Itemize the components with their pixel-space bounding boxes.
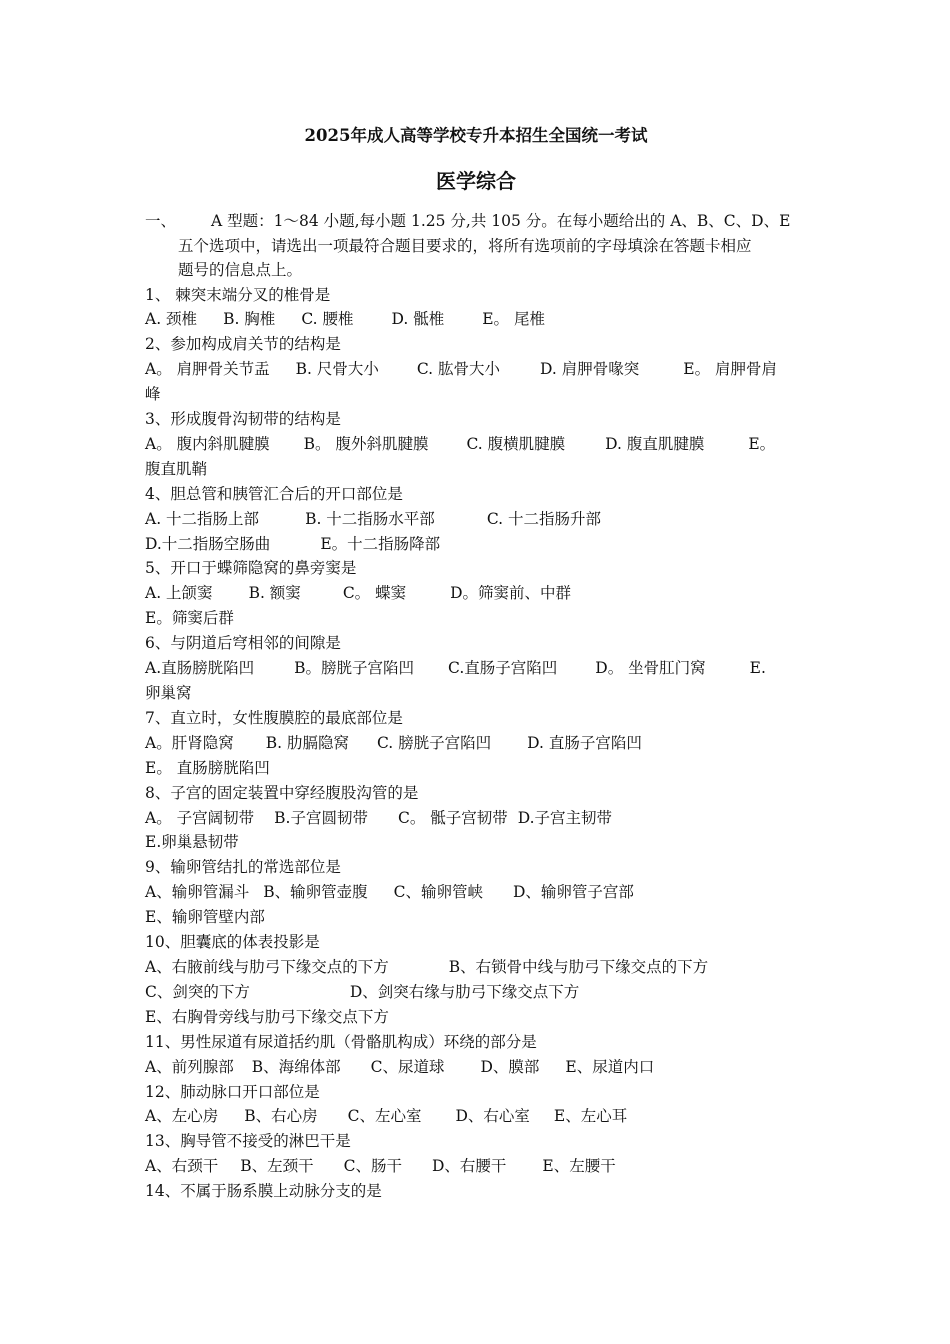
- answer-option: D. 肩胛骨喙突: [540, 360, 640, 379]
- question-stem: 8、子宫的固定装置中穿经腹股沟管的是: [145, 783, 419, 802]
- answer-option: A、右腋前线与肋弓下缘交点的下方: [145, 957, 389, 976]
- answer-option: B、右锁骨中线与肋弓下缘交点的下方: [448, 957, 709, 976]
- answer-option: B. 额窦: [248, 584, 301, 603]
- option-row: [145, 457, 807, 482]
- answer-option: E。 尾椎: [482, 310, 545, 329]
- answer-option: C、剑突的下方: [145, 982, 250, 1001]
- answer-option: 腹直肌鞘: [145, 459, 208, 478]
- answer-option: D. 直肠子宫陷凹: [527, 733, 642, 752]
- option-row: [145, 830, 807, 855]
- section-number: 一、: [145, 212, 177, 230]
- option-row: [145, 681, 807, 706]
- answer-option: E.: [749, 659, 766, 678]
- answer-option: E。 肩胛骨肩: [683, 360, 778, 379]
- answer-option: A。 子宫阔韧带: [145, 808, 255, 827]
- option-row: [145, 756, 807, 781]
- answer-option: B、左颈干: [240, 1157, 314, 1176]
- question-stem: 13、胸导管不接受的淋巴干是: [145, 1132, 351, 1151]
- answer-option: A、右颈干: [145, 1157, 219, 1176]
- answer-option: B、输卵管壶腹: [263, 883, 368, 902]
- option-row: [145, 731, 807, 756]
- answer-option: D、剑突右缘与肋弓下缘交点下方: [349, 982, 580, 1001]
- answer-option: C. 肱骨大小: [416, 360, 501, 379]
- question-stem: 6、与阴道后穹相邻的间隙是: [145, 634, 341, 653]
- answer-option: C. 膀胱子宫陷凹: [376, 733, 492, 752]
- answer-option: D、右心室: [455, 1107, 530, 1126]
- answer-option: A. 颈椎: [145, 310, 198, 329]
- answer-option: D、膜部: [480, 1057, 540, 1076]
- answer-option: D. 骶椎: [391, 310, 445, 329]
- option-row: [145, 581, 807, 606]
- option-row: [145, 532, 807, 557]
- option-row: [145, 1005, 807, 1030]
- option-row: [145, 382, 807, 407]
- option-row: [145, 955, 807, 980]
- answer-option: D. 腹直肌腱膜: [605, 434, 705, 453]
- answer-option: A、左心房: [145, 1107, 219, 1126]
- answer-option: C. 腰椎: [301, 310, 354, 329]
- exam-page: [145, 122, 807, 1204]
- instructions-line: 题号的信息点上。: [178, 261, 303, 279]
- question-stem: 4、胆总管和胰管汇合后的开口部位是: [145, 484, 403, 503]
- answer-option: D。筛窦前、中群: [450, 584, 572, 603]
- answer-option: B.子宫圆韧带: [274, 808, 368, 827]
- option-row: [145, 1055, 807, 1080]
- question-stem: 9、输卵管结扎的常选部位是: [145, 858, 341, 877]
- answer-option: B. 肋膈隐窝: [265, 733, 349, 752]
- option-row: [145, 507, 807, 532]
- answer-option: B、右心房: [244, 1107, 318, 1126]
- instructions-line: A 型题：1～84 小题,每小题 1.25 分,共 105 分。在每小题给出的 A、B、C、D、E: [211, 212, 791, 230]
- answer-option: A、前列腺部: [145, 1057, 234, 1076]
- question-stem: 2、参加构成肩关节的结构是: [145, 335, 341, 354]
- answer-option: D.子宫主韧带: [517, 808, 613, 827]
- answer-option: C。 蝶窦: [342, 584, 407, 603]
- option-row: [145, 307, 807, 332]
- answer-option: D。 坐骨肛门窝: [595, 659, 706, 678]
- question-stem: 1、 棘突末端分叉的椎骨是: [145, 285, 331, 304]
- instructions: [145, 209, 807, 234]
- answer-option: 峰: [145, 385, 161, 404]
- answer-option: D、右腰干: [431, 1157, 507, 1176]
- answer-option: A. 上颌窦: [145, 584, 213, 603]
- option-row: [145, 656, 807, 681]
- answer-option: A。 肩胛骨关节盂: [145, 360, 270, 379]
- answer-option: B。 腹外斜肌腱膜: [303, 434, 429, 453]
- option-row: [145, 880, 807, 905]
- answer-option: E、尿道内口: [565, 1057, 655, 1076]
- answer-option: 卵巢窝: [145, 684, 192, 702]
- answer-option: C.直肠子宫陷凹: [448, 659, 558, 678]
- answer-option: B. 尺骨大小: [295, 360, 379, 379]
- answer-option: C. 十二指肠升部: [486, 509, 601, 528]
- question-stem: 7、直立时，女性腹膜腔的最底部位是: [145, 708, 403, 727]
- answer-option: E、左腰干: [542, 1157, 616, 1176]
- option-row: [145, 980, 807, 1005]
- answer-option: E.卵巢悬韧带: [145, 833, 239, 852]
- answer-option: A. 十二指肠上部: [145, 509, 260, 528]
- option-row: [145, 1104, 807, 1129]
- question-stem: 3、形成腹骨沟韧带的结构是: [145, 410, 341, 429]
- answer-option: A。肝肾隐窝: [145, 733, 234, 752]
- answer-option: C、输卵管峡: [393, 883, 483, 902]
- answer-option: E。十二指肠降部: [320, 534, 441, 553]
- answer-option: E。: [748, 434, 776, 453]
- answer-option: B. 胸椎: [223, 310, 276, 329]
- answer-option: C。 骶子宫韧带: [397, 808, 508, 827]
- answer-option: B。膀胱子宫陷凹: [294, 659, 415, 678]
- option-row: [145, 806, 807, 831]
- answer-option: D、输卵管子宫部: [512, 883, 634, 902]
- question-stem: 12、肺动脉口开口部位是: [145, 1082, 320, 1101]
- exam-title: 2025年成人高等学校专升本招生全国统一考试: [304, 126, 648, 145]
- option-row: [145, 357, 807, 382]
- option-row: [145, 905, 807, 930]
- answer-option: A、输卵管漏斗: [145, 883, 250, 902]
- question-stem: 5、开口于蝶筛隐窝的鼻旁窦是: [145, 559, 357, 578]
- answer-option: E、输卵管壁内部: [145, 908, 265, 927]
- subject-title: 医学综合: [436, 169, 516, 193]
- option-row: [145, 606, 807, 631]
- answer-option: B、海绵体部: [251, 1057, 341, 1076]
- answer-option: E。 直肠膀胱陷凹: [145, 758, 270, 777]
- question-stem: 10、胆囊底的体表投影是: [145, 933, 320, 952]
- answer-option: C、尿道球: [370, 1057, 445, 1076]
- answer-option: C. 腹横肌腱膜: [466, 434, 566, 453]
- answer-option: E。筛窦后群: [145, 609, 234, 628]
- option-row: [145, 1154, 807, 1179]
- instructions-line: 五个选项中，请选出一项最符合题目要求的，将所有选项前的字母填涂在答题卡相应: [178, 236, 752, 255]
- question-list: [145, 283, 807, 1205]
- option-row: [145, 432, 807, 457]
- question-stem: 14、不属于肠系膜上动脉分支的是: [145, 1182, 382, 1201]
- question-stem: 11、男性尿道有尿道括约肌（骨骼肌构成）环绕的部分是: [145, 1032, 537, 1051]
- answer-option: B. 十二指肠水平部: [305, 509, 435, 528]
- answer-option: A。 腹内斜肌腱膜: [145, 434, 270, 453]
- answer-option: E、左心耳: [553, 1107, 628, 1126]
- answer-option: A.直肠膀胱陷凹: [145, 659, 255, 678]
- answer-option: E、右胸骨旁线与肋弓下缘交点下方: [145, 1007, 389, 1026]
- answer-option: C、肠干: [343, 1157, 402, 1176]
- answer-option: C、左心室: [347, 1107, 422, 1126]
- answer-option: D.十二指肠空肠曲: [145, 534, 271, 553]
